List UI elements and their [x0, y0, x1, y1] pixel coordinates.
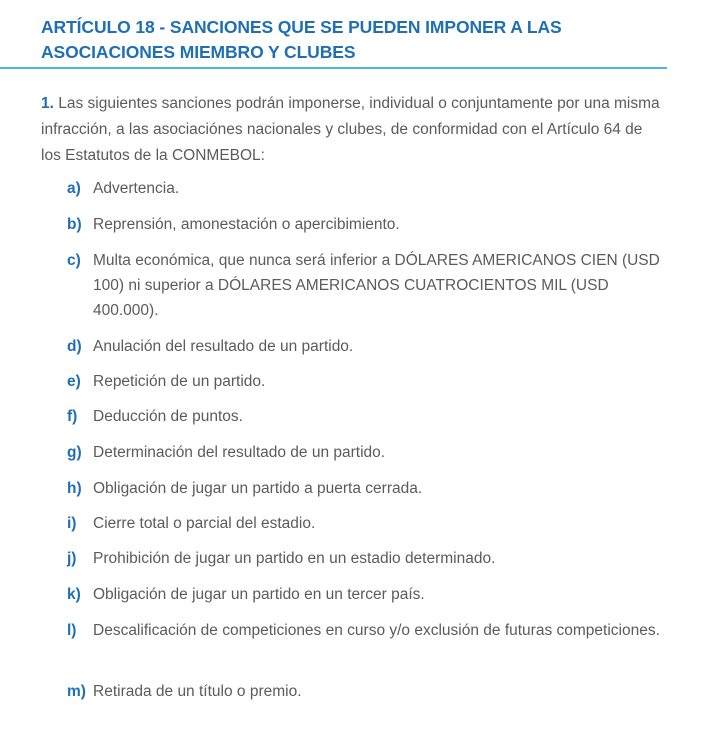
item-text: Prohibición de jugar un partido en un estadio determinado.	[93, 550, 496, 567]
item-text: Obligación de jugar un partido a puerta cerrada.	[93, 480, 423, 497]
list-item	[67, 582, 667, 607]
item-letter: j)	[67, 550, 77, 567]
item-letter: h)	[67, 480, 82, 497]
list-item	[67, 476, 667, 501]
title-divider	[0, 67, 667, 69]
item-letter: l)	[67, 622, 77, 639]
item-text: Determinación del resultado de un partido.	[93, 444, 386, 461]
item-letter: c)	[67, 252, 81, 269]
list-item	[67, 679, 667, 704]
list-item	[67, 404, 667, 429]
item-letter: d)	[67, 338, 82, 355]
list-item	[67, 248, 667, 323]
list-item	[67, 440, 667, 465]
item-text: Repetición de un partido.	[93, 373, 266, 390]
item-letter: g)	[67, 444, 82, 461]
article-title	[41, 15, 661, 65]
item-letter: k)	[67, 586, 81, 603]
item-text: Cierre total o parcial del estadio.	[93, 515, 316, 532]
item-text: Anulación del resultado de un partido.	[93, 338, 354, 355]
list-item	[67, 334, 667, 359]
item-text: Descalificación de competiciones en curso y/o exclusión de futuras competiciones.	[93, 622, 660, 639]
item-text: Advertencia.	[93, 180, 180, 197]
item-letter: b)	[67, 216, 82, 233]
item-text: Obligación de jugar un partido en un tercer país.	[93, 586, 425, 603]
item-text: Retirada de un título o premio.	[93, 683, 302, 700]
list-item	[67, 176, 667, 201]
list-item	[67, 546, 667, 571]
item-letter: e)	[67, 373, 81, 390]
item-letter: i)	[67, 515, 77, 532]
item-text: Deducción de puntos.	[93, 408, 243, 425]
list-item	[67, 212, 667, 237]
list-item	[67, 369, 667, 394]
list-item	[67, 618, 667, 643]
item-text: Multa económica, que nunca será inferior a DÓLARES AMERICANOS CIEN (USD 100) ni superior a DÓLARES AMERICANOS CUATROCIENTOS MIL (USD 400.000).	[93, 252, 660, 319]
intro-text: Las siguientes sanciones podrán imponerse, individual o conjuntamente por una misma infracción, a las asociaciónes nacionales y clubes, de conformidad con el Artículo 64 de los Estatutos de la CONMEBOL:	[41, 95, 660, 164]
item-letter: f)	[67, 408, 78, 425]
intro-paragraph	[41, 91, 666, 169]
item-letter: m)	[67, 683, 86, 700]
item-letter: a)	[67, 180, 81, 197]
article-title-line-1: ARTÍCULO 18 - SANCIONES QUE SE PUEDEN IMPONER A LAS	[41, 17, 562, 37]
list-item	[67, 511, 667, 536]
article-title-line-2: ASOCIACIONES MIEMBRO Y CLUBES	[41, 42, 356, 62]
paragraph-number: 1.	[41, 95, 54, 112]
item-text: Reprensión, amonestación o apercibimiento.	[93, 216, 400, 233]
